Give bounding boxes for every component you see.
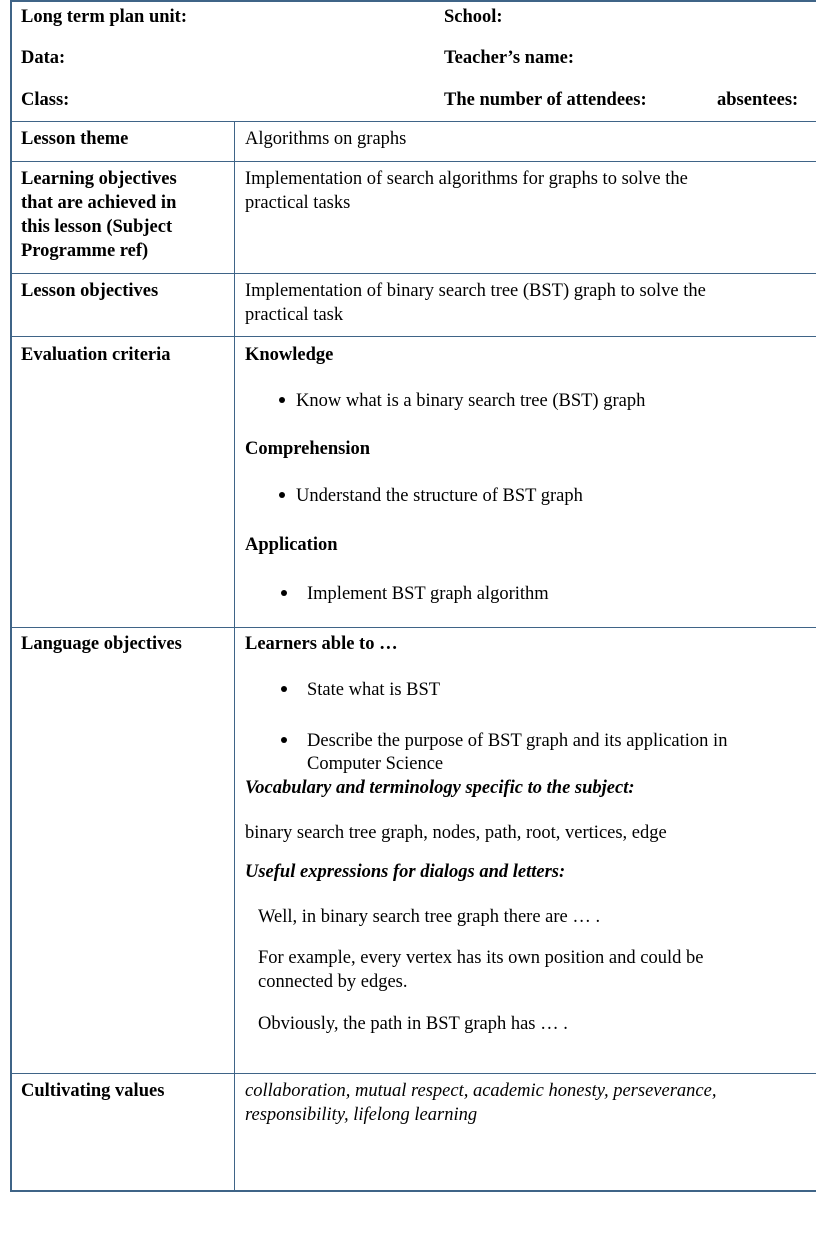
row-divider — [10, 273, 816, 274]
vocabulary-heading: Vocabulary and terminology specific to the subject: — [245, 778, 635, 798]
learning-objectives-label-line: Learning objectives — [21, 169, 177, 189]
teacher-label: Teacher’s name: — [444, 48, 574, 68]
application-item: Implement BST graph algorithm — [307, 584, 549, 604]
learning-objectives-value-line: Implementation of search algorithms for graphs to solve the — [245, 169, 688, 189]
knowledge-heading: Knowledge — [245, 345, 334, 365]
long-term-plan-label: Long term plan unit: — [21, 7, 188, 27]
bullet-icon — [281, 590, 287, 596]
expression-2-line: For example, every vertex has its own position and could be — [258, 948, 704, 968]
cultivating-values-label: Cultivating values — [21, 1081, 165, 1101]
bullet-icon — [279, 397, 285, 403]
bullet-icon — [281, 737, 287, 743]
language-item-2-line: Describe the purpose of BST graph and its application in — [307, 731, 728, 751]
row-divider — [10, 1073, 816, 1074]
expressions-heading: Useful expressions for dialogs and letters: — [245, 862, 566, 882]
attendees-label: The number of attendees: — [444, 90, 647, 110]
lesson-objectives-label: Lesson objectives — [21, 281, 159, 301]
expression-3: Obviously, the path in BST graph has … . — [258, 1014, 568, 1034]
row-divider — [10, 336, 816, 337]
learning-objectives-label-line: that are achieved in — [21, 193, 177, 213]
vocabulary-text: binary search tree graph, nodes, path, root, vertices, edge — [245, 823, 667, 843]
expression-2-line: connected by edges. — [258, 972, 408, 992]
language-item-1: State what is BST — [307, 680, 441, 700]
row-divider — [10, 161, 816, 162]
school-label: School: — [444, 7, 503, 27]
row-divider — [10, 121, 816, 122]
lesson-objectives-value-line: practical task — [245, 305, 344, 325]
bullet-icon — [281, 686, 287, 692]
absentees-label: absentees: — [717, 90, 799, 110]
comprehension-heading: Comprehension — [245, 439, 371, 459]
bullet-icon — [279, 492, 285, 498]
cultivating-values-line: responsibility, lifelong learning — [245, 1105, 478, 1125]
learners-heading: Learners able to … — [245, 634, 398, 654]
row-divider — [10, 627, 816, 628]
expression-1: Well, in binary search tree graph there are … . — [258, 907, 601, 927]
comprehension-item: Understand the structure of BST graph — [296, 486, 583, 506]
lesson-theme-value: Algorithms on graphs — [245, 129, 407, 149]
language-objectives-label: Language objectives — [21, 634, 182, 654]
cultivating-values-line: collaboration, mutual respect, academic honesty, perseverance, — [245, 1081, 717, 1101]
learning-objectives-label-line: Programme ref) — [21, 241, 149, 261]
evaluation-criteria-label: Evaluation criteria — [21, 345, 171, 365]
class-label: Class: — [21, 90, 70, 110]
lesson-objectives-value-line: Implementation of binary search tree (BST) graph to solve the — [245, 281, 706, 301]
language-item-2-line: Computer Science — [307, 754, 444, 774]
column-divider — [234, 122, 235, 1192]
data-label: Data: — [21, 48, 66, 68]
knowledge-item: Know what is a binary search tree (BST) graph — [296, 391, 646, 411]
learning-objectives-label-line: this lesson (Subject — [21, 217, 173, 237]
lesson-theme-label: Lesson theme — [21, 129, 129, 149]
application-heading: Application — [245, 535, 338, 555]
learning-objectives-value-line: practical tasks — [245, 193, 351, 213]
